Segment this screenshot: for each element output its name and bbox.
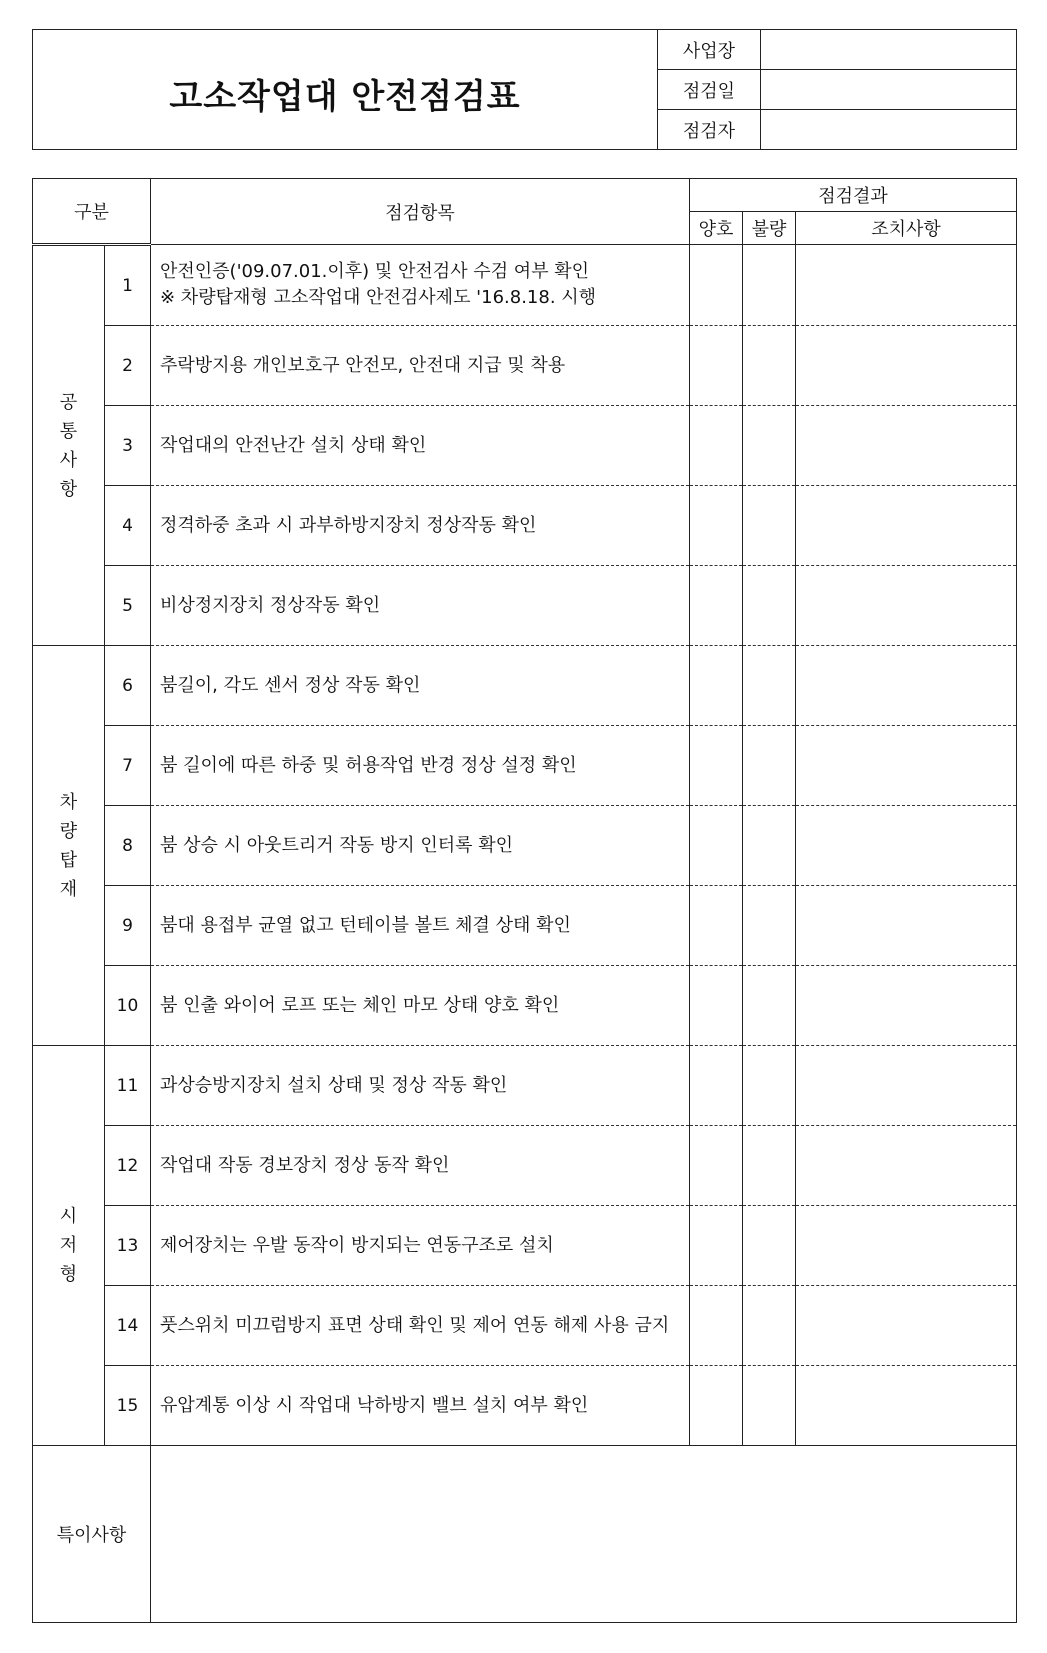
good-cell[interactable] <box>690 726 743 806</box>
bad-header: 불량 <box>743 212 796 245</box>
item-number: 14 <box>105 1286 151 1366</box>
good-cell[interactable] <box>690 1206 743 1286</box>
item-number: 3 <box>105 406 151 486</box>
item-text: 붐 인출 와이어 로프 또는 체인 마모 상태 양호 확인 <box>151 966 690 1046</box>
item-number: 13 <box>105 1206 151 1286</box>
action-cell[interactable] <box>796 486 1017 566</box>
action-cell[interactable] <box>796 406 1017 486</box>
action-header: 조치사항 <box>796 212 1017 245</box>
item-text: 과상승방지장치 설치 상태 및 정상 작동 확인 <box>151 1046 690 1126</box>
good-cell[interactable] <box>690 806 743 886</box>
action-cell[interactable] <box>796 1126 1017 1206</box>
item-number: 10 <box>105 966 151 1046</box>
inspector-value[interactable] <box>761 110 1017 150</box>
bad-cell[interactable] <box>743 806 796 886</box>
action-cell[interactable] <box>796 966 1017 1046</box>
good-cell[interactable] <box>690 486 743 566</box>
item-number: 8 <box>105 806 151 886</box>
bad-cell[interactable] <box>743 486 796 566</box>
item-number: 7 <box>105 726 151 806</box>
bad-cell[interactable] <box>743 245 796 326</box>
good-cell[interactable] <box>690 326 743 406</box>
item-header: 점검항목 <box>151 179 690 245</box>
item-text: 붐 상승 시 아웃트리거 작동 방지 인터록 확인 <box>151 806 690 886</box>
item-number: 4 <box>105 486 151 566</box>
item-number: 11 <box>105 1046 151 1126</box>
item-number: 6 <box>105 646 151 726</box>
table-row <box>33 566 1017 646</box>
item-text: 유압계통 이상 시 작업대 낙하방지 밸브 설치 여부 확인 <box>151 1366 690 1446</box>
workplace-label: 사업장 <box>658 30 761 70</box>
group-vehicle: 차 량 탑 재 <box>33 646 105 1046</box>
action-cell[interactable] <box>796 1286 1017 1366</box>
table-row <box>33 1206 1017 1286</box>
table-row <box>33 806 1017 886</box>
good-cell[interactable] <box>690 646 743 726</box>
item-text: 비상정지장치 정상작동 확인 <box>151 566 690 646</box>
result-header: 점검결과 <box>690 179 1017 212</box>
remarks-row <box>33 1446 1017 1623</box>
inspector-label: 점검자 <box>658 110 761 150</box>
table-row <box>33 406 1017 486</box>
table-row <box>33 486 1017 566</box>
group-scissor: 시 저 형 <box>33 1046 105 1446</box>
item-number: 5 <box>105 566 151 646</box>
bad-cell[interactable] <box>743 646 796 726</box>
good-cell[interactable] <box>690 245 743 326</box>
bad-cell[interactable] <box>743 1366 796 1446</box>
good-cell[interactable] <box>690 1126 743 1206</box>
item-number: 1 <box>105 245 151 326</box>
good-cell[interactable] <box>690 1286 743 1366</box>
bad-cell[interactable] <box>743 726 796 806</box>
table-row <box>33 1046 1017 1126</box>
bad-cell[interactable] <box>743 406 796 486</box>
table-row <box>33 646 1017 726</box>
workplace-value[interactable] <box>761 30 1017 70</box>
action-cell[interactable] <box>796 326 1017 406</box>
action-cell[interactable] <box>796 1366 1017 1446</box>
table-row <box>33 326 1017 406</box>
good-cell[interactable] <box>690 406 743 486</box>
action-cell[interactable] <box>796 1046 1017 1126</box>
item-text: 붐길이, 각도 센서 정상 작동 확인 <box>151 646 690 726</box>
category-header: 구분 <box>33 179 151 245</box>
remarks-field[interactable] <box>151 1446 1017 1623</box>
action-cell[interactable] <box>796 726 1017 806</box>
table-row <box>33 726 1017 806</box>
good-cell[interactable] <box>690 1046 743 1126</box>
item-number: 9 <box>105 886 151 966</box>
group-common: 공 통 사 항 <box>33 245 105 646</box>
bad-cell[interactable] <box>743 966 796 1046</box>
table-row <box>33 1126 1017 1206</box>
page-title: 고소작업대 안전점검표 <box>169 77 521 117</box>
table-row <box>33 886 1017 966</box>
table-row <box>33 966 1017 1046</box>
good-cell[interactable] <box>690 1366 743 1446</box>
bad-cell[interactable] <box>743 1046 796 1126</box>
item-text: 붐대 용접부 균열 없고 턴테이블 볼트 체결 상태 확인 <box>151 886 690 966</box>
item-number: 12 <box>105 1126 151 1206</box>
good-cell[interactable] <box>690 566 743 646</box>
action-cell[interactable] <box>796 566 1017 646</box>
bad-cell[interactable] <box>743 1286 796 1366</box>
bad-cell[interactable] <box>743 566 796 646</box>
inspection-date-value[interactable] <box>761 70 1017 110</box>
item-text: 정격하중 초과 시 과부하방지장치 정상작동 확인 <box>151 486 690 566</box>
table-row <box>33 1286 1017 1366</box>
good-cell[interactable] <box>690 966 743 1046</box>
item-text: 추락방지용 개인보호구 안전모, 안전대 지급 및 착용 <box>151 326 690 406</box>
item-number: 15 <box>105 1366 151 1446</box>
checklist-table <box>32 178 1017 1623</box>
action-cell[interactable] <box>796 245 1017 326</box>
bad-cell[interactable] <box>743 1126 796 1206</box>
action-cell[interactable] <box>796 886 1017 966</box>
item-text: 작업대의 안전난간 설치 상태 확인 <box>151 406 690 486</box>
action-cell[interactable] <box>796 806 1017 886</box>
good-cell[interactable] <box>690 886 743 966</box>
remarks-label: 특이사항 <box>33 1446 151 1623</box>
inspection-date-label: 점검일 <box>658 70 761 110</box>
item-text: 풋스위치 미끄럼방지 표면 상태 확인 및 제어 연동 해제 사용 금지 <box>151 1286 690 1366</box>
table-row <box>33 245 1017 326</box>
item-text: 안전인증('09.07.01.이후) 및 안전검사 수검 여부 확인 ※ 차량탑재형 고소작업대 안전검사제도 '16.8.18. 시행 <box>151 245 690 326</box>
item-number: 2 <box>105 326 151 406</box>
action-cell[interactable] <box>796 1206 1017 1286</box>
title-cell <box>33 30 658 150</box>
bad-cell[interactable] <box>743 1206 796 1286</box>
good-header: 양호 <box>690 212 743 245</box>
bad-cell[interactable] <box>743 326 796 406</box>
item-text: 제어장치는 우발 동작이 방지되는 연동구조로 설치 <box>151 1206 690 1286</box>
bad-cell[interactable] <box>743 886 796 966</box>
header-table <box>32 29 1017 150</box>
item-text: 붐 길이에 따른 하중 및 허용작업 반경 정상 설정 확인 <box>151 726 690 806</box>
item-text: 작업대 작동 경보장치 정상 동작 확인 <box>151 1126 690 1206</box>
action-cell[interactable] <box>796 646 1017 726</box>
table-row <box>33 1366 1017 1446</box>
